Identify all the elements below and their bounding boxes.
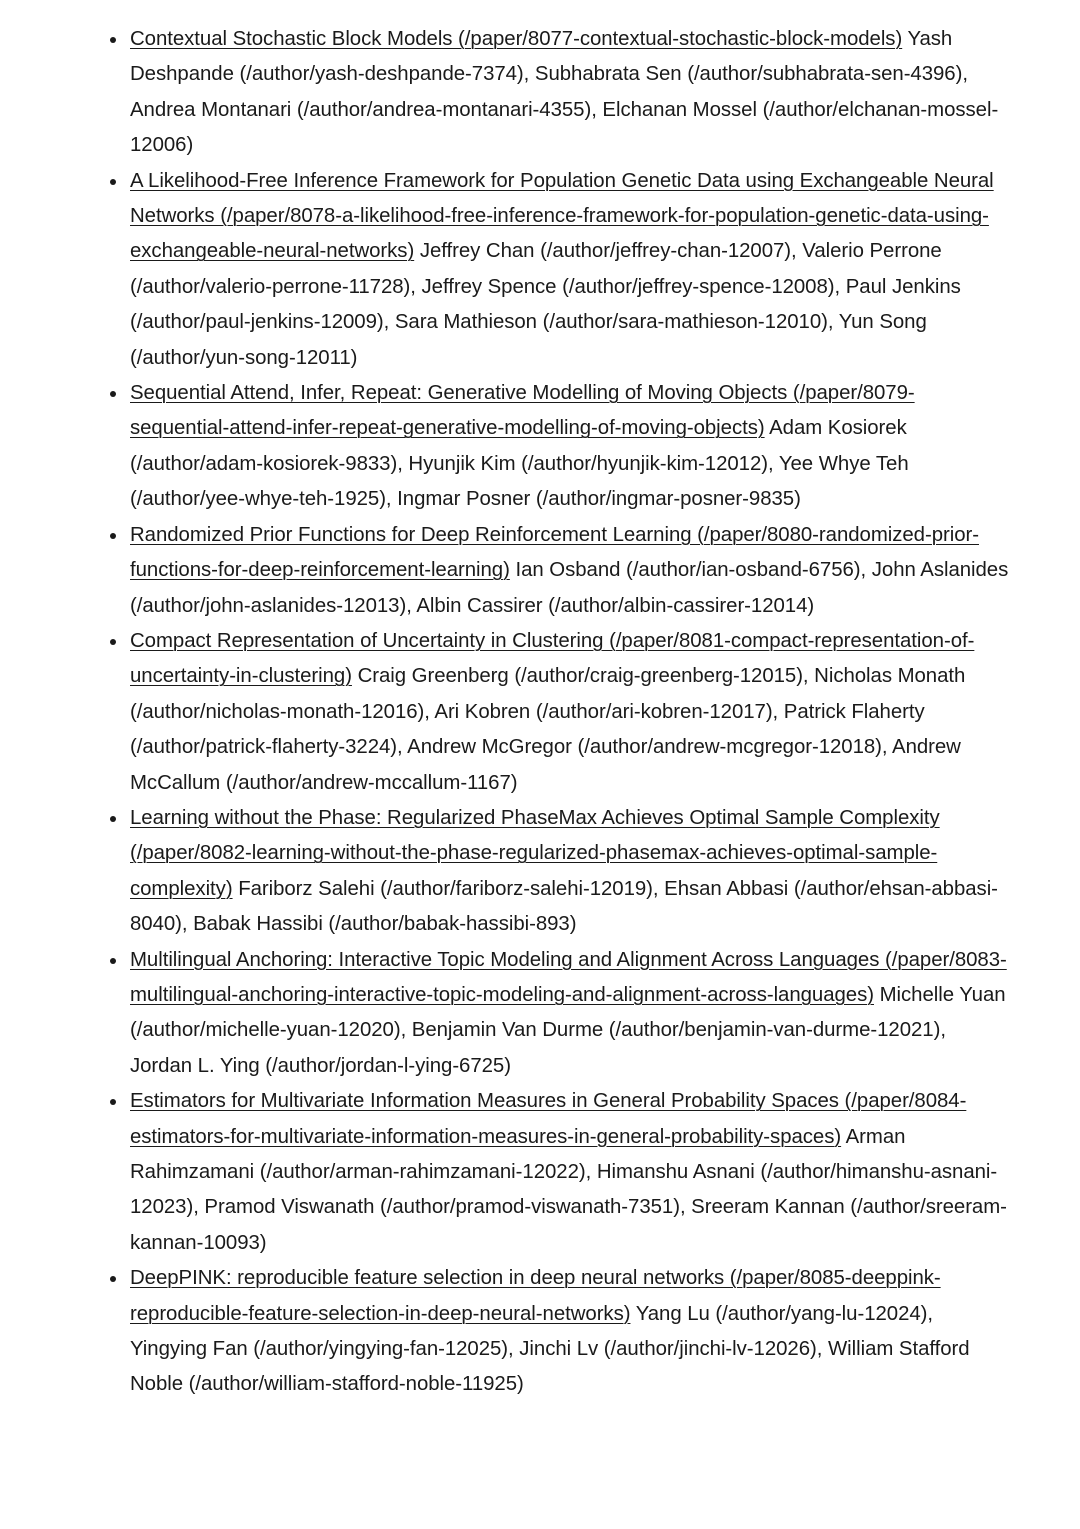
paper-authors: Yash Deshpande (/author/yash-deshpande-7374), Subhabrata Sen (/author/subhabrata-sen-4396), Andrea Montanari (/author/andrea-montanari-4355), Elchanan Mossel (/author/elchanan-mossel-12006) [130, 28, 999, 157]
paper-authors: Yang Lu (/author/yang-lu-12024), Yingying Fan (/author/yingying-fan-12025), Jinchi Lv (/author/jinchi-lv-12026), William Stafford Noble (/author/william-stafford-noble-11925) [130, 1302, 970, 1396]
paper-authors: Fariborz Salehi (/author/fariborz-salehi-12019), Ehsan Abbasi (/author/ehsan-abbasi-8040), Babak Hassibi (/author/babak-hassibi-893) [130, 877, 998, 936]
paper-authors: Jeffrey Chan (/author/jeffrey-chan-12007), Valerio Perrone (/author/valerio-perrone-11728), Jeffrey Spence (/author/jeffrey-spence-12008), Paul Jenkins (/author/paul-jenkins-12009), Sara Mathieson (/author/sara-mathieson-12010), Yun Song (/author/yun-song-12011) [130, 240, 961, 369]
list-item [130, 376, 1010, 518]
paper-authors: Ian Osband (/author/ian-osband-6756), John Aslanides (/author/john-aslanides-12013), Albin Cassirer (/author/albin-cassirer-12014) [130, 559, 1009, 617]
list-item [130, 518, 1010, 624]
paper-link[interactable]: Sequential Attend, Infer, Repeat: Generative Modelling of Moving Objects (/paper/8079-sequential-attend-infer-repeat-generative-modelling-of-moving-objects) [130, 382, 915, 440]
paper-link[interactable]: Learning without the Phase: Regularized PhaseMax Achieves Optimal Sample Complexity (/paper/8082-learning-without-the-phase-regularized-phasemax-achieves-optimal-sample-complexity) [130, 806, 940, 900]
paper-authors: Adam Kosiorek (/author/adam-kosiorek-9833), Hyunjik Kim (/author/hyunjik-kim-12012), Yee Whye Teh (/author/yee-whye-teh-1925), Ingmar Posner (/author/ingmar-posner-9835) [130, 417, 909, 511]
paper-link[interactable]: Multilingual Anchoring: Interactive Topic Modeling and Alignment Across Languages (/paper/8083-multilingual-anchoring-interactive-topic-modeling-and-alignment-across-languages) [130, 948, 1007, 1006]
list-item [130, 1261, 1010, 1403]
paper-link[interactable]: Randomized Prior Functions for Deep Reinforcement Learning (/paper/8080-randomized-prior-functions-for-deep-reinforcement-learning) [130, 523, 979, 582]
list-item [130, 1084, 1010, 1261]
paper-authors: Michelle Yuan (/author/michelle-yuan-12020), Benjamin Van Durme (/author/benjamin-van-durme-12021), Jordan L. Ying (/author/jordan-l-ying-6725) [130, 983, 1006, 1077]
list-item [130, 943, 1010, 1085]
paper-link[interactable]: Estimators for Multivariate Information Measures in General Probability Spaces (/paper/8084-estimators-for-multivariate-information-measures-in-general-probability-spaces) [130, 1090, 967, 1148]
list-item [130, 624, 1010, 801]
list-item [130, 22, 1010, 164]
list-item [130, 801, 1010, 943]
paper-link[interactable]: Contextual Stochastic Block Models (/paper/8077-contextual-stochastic-block-models) [130, 28, 903, 50]
list-item [130, 164, 1010, 376]
paper-link[interactable]: A Likelihood-Free Inference Framework for Population Genetic Data using Exchangeable Neural Networks (/paper/8078-a-likelihood-free-inference-framework-for-population-genetic-data-using-exchangeable-neural-networks) [130, 169, 994, 263]
paper-link[interactable]: Compact Representation of Uncertainty in Clustering (/paper/8081-compact-representation-of-uncertainty-in-clustering) [130, 629, 975, 688]
paper-link[interactable]: DeepPINK: reproducible feature selection in deep neural networks (/paper/8085-deeppink-reproducible-feature-selection-in-deep-neural-networks) [130, 1267, 941, 1325]
paper-authors: Craig Greenberg (/author/craig-greenberg-12015), Nicholas Monath (/author/nicholas-monath-12016), Ari Kobren (/author/ari-kobren-12017), Patrick Flaherty (/author/patrick-flaherty-3224), Andrew McGregor (/author/andrew-mcgregor-12018), Andrew McCallum (/author/andrew-mccallum-1167) [130, 665, 966, 794]
paper-authors: Arman Rahimzamani (/author/arman-rahimzamani-12022), Himanshu Asnani (/author/himanshu-asnani-12023), Pramod Viswanath (/author/pramod-viswanath-7351), Sreeram Kannan (/author/sreeram-kannan-10093) [130, 1125, 1007, 1254]
